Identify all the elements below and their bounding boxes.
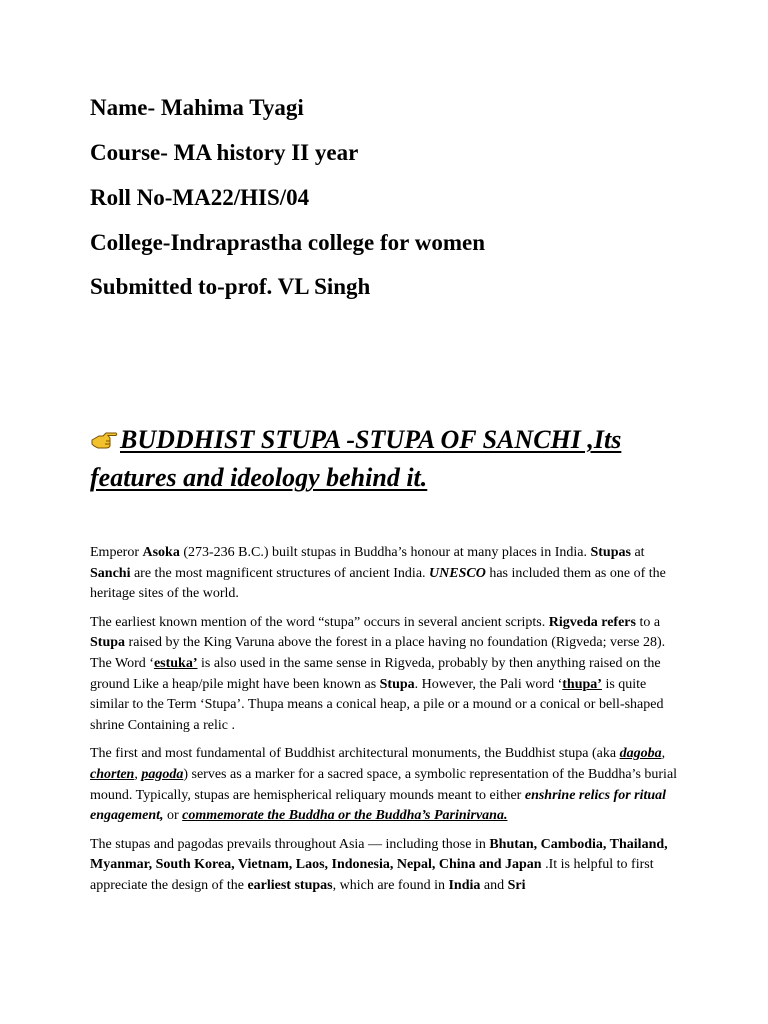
roll-number: Roll No-MA22/HIS/04 xyxy=(90,185,310,210)
bold-country-list: Bhutan, Cambodia, Thailand, Myanmar, South Korea, Vietnam, Laos, Indonesia, Nepal, China and Japan xyxy=(90,836,668,873)
bold-term-unesco: UNESCO xyxy=(429,565,486,581)
bold-term-rigveda: Rigveda refers xyxy=(548,614,636,630)
submitted-to-line: Submitted to-prof. VL Singh xyxy=(90,274,371,299)
text-run: . However, the Pali word ‘ xyxy=(414,676,563,692)
bold-term-stupa: Stupa xyxy=(90,635,126,651)
bold-term-thupa: thupa’ xyxy=(562,676,602,692)
text-run: or xyxy=(163,808,183,824)
text-run: is also used in the same sense in Rigveda, probably by then anything raised on the ground Like a heap/pile might have been known as xyxy=(90,655,661,692)
paragraph-2 xyxy=(90,613,680,737)
text-run: has included them as one of the heritage sites of the world. xyxy=(90,565,666,602)
term-dagoba: dagoba xyxy=(619,746,662,762)
text-run: ) serves as a marker for a sacred space, a symbolic representation of the Buddha’s burial mound. Typically, stupas are hemispherical reliquary mounds meant to either xyxy=(90,766,678,803)
student-name: Name- Mahima Tyagi xyxy=(90,95,304,120)
bold-term-estuka: estuka’ xyxy=(153,655,198,671)
text-run: , xyxy=(134,766,142,782)
bold-term-stupas: Stupas xyxy=(590,545,631,560)
text-run: is quite similar to the Term ‘Stupa’. Thupa means a conical heap, a pile or a mound or a conical or bell-shaped shrine Containing a relic . xyxy=(90,676,664,733)
text-run: .It is helpful to first appreciate the design of the xyxy=(90,857,654,893)
text-run: The stupas and pagodas prevails throughout Asia — including those in xyxy=(90,836,490,852)
college-line: College-Indraprastha college for women xyxy=(90,230,485,255)
course-line: Course- MA history II year xyxy=(90,140,359,165)
text-run: to a xyxy=(635,614,661,630)
phrase-enshrine-relics: enshrine relics for ritual engagement, xyxy=(90,787,667,824)
heading-line-2: features and ideology behind it. xyxy=(90,463,428,492)
text-run: , which are found in xyxy=(332,877,449,893)
text-run: , xyxy=(661,746,666,762)
term-pagoda: pagoda xyxy=(141,766,184,782)
bold-term-asoka: Asoka xyxy=(142,545,180,560)
text-run: The earliest known mention of the word “stupa” occurs in several ancient scripts. xyxy=(90,614,549,630)
text-run: raised by the King Varuna above the forest in a place having no foundation (Rigveda; verse 28). The Word ‘ xyxy=(90,635,666,671)
heading-line-1: BUDDHIST STUPA -STUPA OF SANCHI ,Its xyxy=(120,425,622,454)
bold-earliest-stupas: earliest stupas xyxy=(247,877,333,893)
text-run: The first and most fundamental of Buddhist architectural monuments, the Buddhist stupa (aka xyxy=(90,746,620,762)
text-run: are the most magnificent structures of ancient India. xyxy=(130,565,430,581)
text-run: (273-236 B.C.) built stupas in Buddha’s honour at many places in India. xyxy=(179,545,591,560)
paragraph-4 xyxy=(90,835,680,897)
bold-term-stupa-2: Stupa xyxy=(379,676,415,692)
document-heading xyxy=(90,421,690,497)
bold-term-sanchi: Sanchi xyxy=(90,565,131,581)
heading-first-line xyxy=(90,425,621,454)
text-run: Emperor xyxy=(90,545,143,560)
paragraph-1 xyxy=(90,543,680,605)
pointing-hand-icon xyxy=(90,430,118,450)
phrase-commemorate-buddha: commemorate the Buddha or the Buddha’s Parinirvana. xyxy=(182,808,508,824)
body-text xyxy=(90,543,680,905)
text-run: at xyxy=(630,545,645,560)
bold-india: India xyxy=(448,877,481,893)
term-chorten: chorten xyxy=(90,766,135,782)
paragraph-3 xyxy=(90,744,680,826)
bold-sri: Sri xyxy=(507,877,526,893)
text-run: and xyxy=(480,877,508,893)
